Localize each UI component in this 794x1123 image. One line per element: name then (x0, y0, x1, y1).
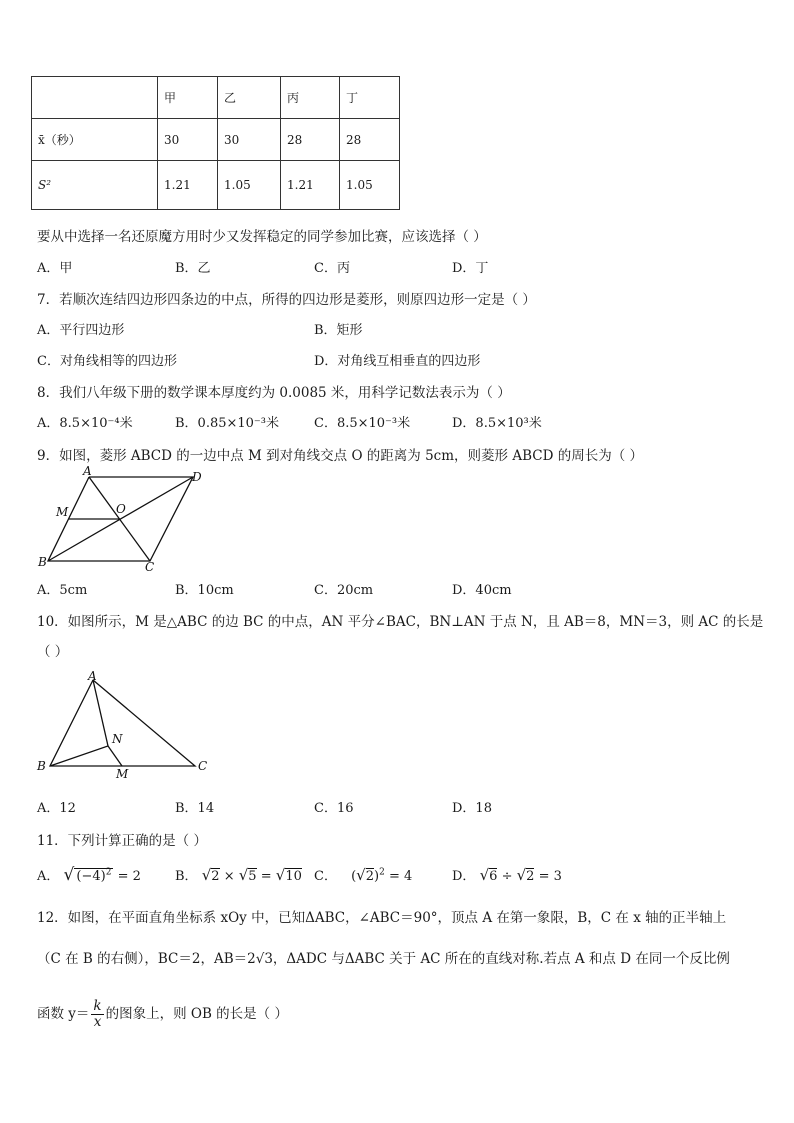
radicand: −4 (81, 869, 101, 884)
q10-option-a[interactable]: A．12 (37, 801, 76, 816)
q11-option-b[interactable]: B． √2 × √5 = √10 (175, 866, 302, 884)
q6-option-d[interactable]: D．丁 (452, 261, 489, 276)
q12-line-3 (37, 999, 288, 1030)
triangle-figure (30, 666, 220, 782)
table-header-cell: 丙 (281, 77, 340, 119)
table-cell: 1.05 (218, 161, 281, 210)
table-cell: 30 (218, 119, 281, 161)
table-cell: 28 (281, 119, 340, 161)
q6-option-a[interactable]: A．甲 (37, 261, 73, 276)
result: 2 (132, 869, 141, 884)
q6-stem: 要从中选择一名还原魔方用时少又发挥稳定的同学参加比赛，应该选择（ ） (37, 229, 487, 245)
q11-option-d[interactable]: D． √6 ÷ √2 = 3 (452, 866, 562, 884)
q11-option-c[interactable]: C． $(√2)^2 = 4$ (314, 866, 413, 884)
label-m: M (116, 767, 129, 781)
q7-option-b[interactable]: B．矩形 (314, 323, 363, 338)
rhombus-figure (30, 463, 220, 575)
q12-line-3-prefix: 函数 y＝ (37, 1006, 90, 1022)
table-header-cell: 甲 (158, 77, 218, 119)
radicand: 2 (211, 869, 220, 884)
table-row (32, 119, 400, 161)
option-letter: D． (452, 869, 476, 884)
table-cell: 1.05 (340, 161, 400, 210)
q10-stem-continued: （ ） (37, 644, 69, 660)
q9-stem: 9．如图，菱形 ABCD 的一边中点 M 到对角线交点 O 的距离为 5cm，则菱形 ABCD 的周长为（ ） (37, 448, 643, 464)
radicand: 2 (365, 869, 375, 884)
q9-option-c[interactable]: C．20cm (314, 583, 374, 598)
q7-option-c[interactable]: C．对角线相等的四边形 (37, 354, 177, 369)
label-b: B (38, 555, 47, 569)
radicand: 6 (489, 869, 498, 884)
label-a: A (88, 669, 97, 683)
triangle-outline (50, 680, 195, 766)
table-header-cell: 乙 (218, 77, 281, 119)
q8-option-b[interactable]: B．0.85×10⁻³米 (175, 416, 280, 431)
radicand: 2 (526, 869, 535, 884)
radicand: 5 (248, 869, 257, 884)
label-c: C (198, 759, 208, 773)
q7-option-a[interactable]: A．平行四边形 (37, 323, 125, 338)
data-table (31, 76, 400, 210)
result: 4 (404, 869, 413, 884)
q8-option-d[interactable]: D．8.5×10³米 (452, 416, 542, 431)
q7-option-d[interactable]: D．对角线互相垂直的四边形 (314, 354, 481, 369)
q9-option-a[interactable]: A．5cm (37, 583, 88, 598)
label-b: B (37, 759, 46, 773)
option-letter: C． (314, 869, 337, 884)
table-cell: 28 (340, 119, 400, 161)
q11-stem: 11．下列计算正确的是（ ） (37, 833, 207, 849)
q10-option-d[interactable]: D．18 (452, 801, 492, 816)
fraction-k-over-x (91, 999, 103, 1030)
table-cell: 1.21 (158, 161, 218, 210)
q12-line-2: （C 在 B 的右侧），BC＝2，AB＝2√3，ΔADC 与ΔABC 关于 AC 所在的直线对称.若点 A 和点 D 在同一个反比例 (37, 951, 730, 967)
segment-nm (108, 746, 122, 766)
radicand: 10 (285, 869, 302, 884)
table-header-row (32, 77, 400, 119)
label-n: N (112, 732, 123, 746)
q9-option-d[interactable]: D．40cm (452, 583, 512, 598)
label-o: O (116, 502, 126, 516)
q7-stem: 7．若顺次连结四边形四条边的中点，所得的四边形是菱形，则原四边形一定是（ ） (37, 292, 536, 308)
label-a: A (83, 464, 92, 478)
q12-line-3-suffix: 的图象上，则 OB 的长是（ ） (105, 1006, 288, 1022)
label-m: M (56, 505, 69, 519)
q10-option-b[interactable]: B．14 (175, 801, 215, 816)
q8-stem: 8．我们八年级下册的数学课本厚度约为 0.0085 米，用科学记数法表示为（ ） (37, 385, 511, 401)
table-row (32, 161, 400, 210)
q8-option-c[interactable]: C．8.5×10⁻³米 (314, 416, 411, 431)
q11-option-a[interactable]: A． √ $(-4)^2 = 2$ (37, 865, 141, 885)
result: 3 (553, 869, 562, 884)
q12-line-1: 12．如图，在平面直角坐标系 xOy 中，已知ΔABC，∠ABC＝90°，顶点 A 在第一象限，B，C 在 x 轴的正半轴上 (37, 910, 727, 926)
fraction-denominator: x (93, 1014, 102, 1030)
fraction-numerator: k (93, 998, 102, 1014)
option-letter: B． (175, 869, 198, 884)
q6-option-b[interactable]: B．乙 (175, 261, 211, 276)
table-header-cell (32, 77, 158, 119)
row-label: S² (32, 161, 158, 210)
table-cell: 1.21 (281, 161, 340, 210)
q8-option-a[interactable]: A．8.5×10⁻⁴米 (37, 416, 133, 431)
label-c: C (145, 560, 155, 574)
table-header-cell: 丁 (340, 77, 400, 119)
q6-option-c[interactable]: C．丙 (314, 261, 350, 276)
q10-option-c[interactable]: C．16 (314, 801, 354, 816)
q10-stem: 10．如图所示，M 是△ABC 的边 BC 的中点，AN 平分∠BAC，BN⊥AN 于点 N，且 AB＝8，MN＝3，则 AC 的长是 (37, 614, 764, 630)
q9-option-b[interactable]: B．10cm (175, 583, 234, 598)
table-cell: 30 (158, 119, 218, 161)
row-label: x̄（秒） (32, 119, 158, 161)
segments-an-bn (50, 680, 108, 766)
label-d: D (192, 470, 202, 484)
option-letter: A． (37, 869, 60, 884)
